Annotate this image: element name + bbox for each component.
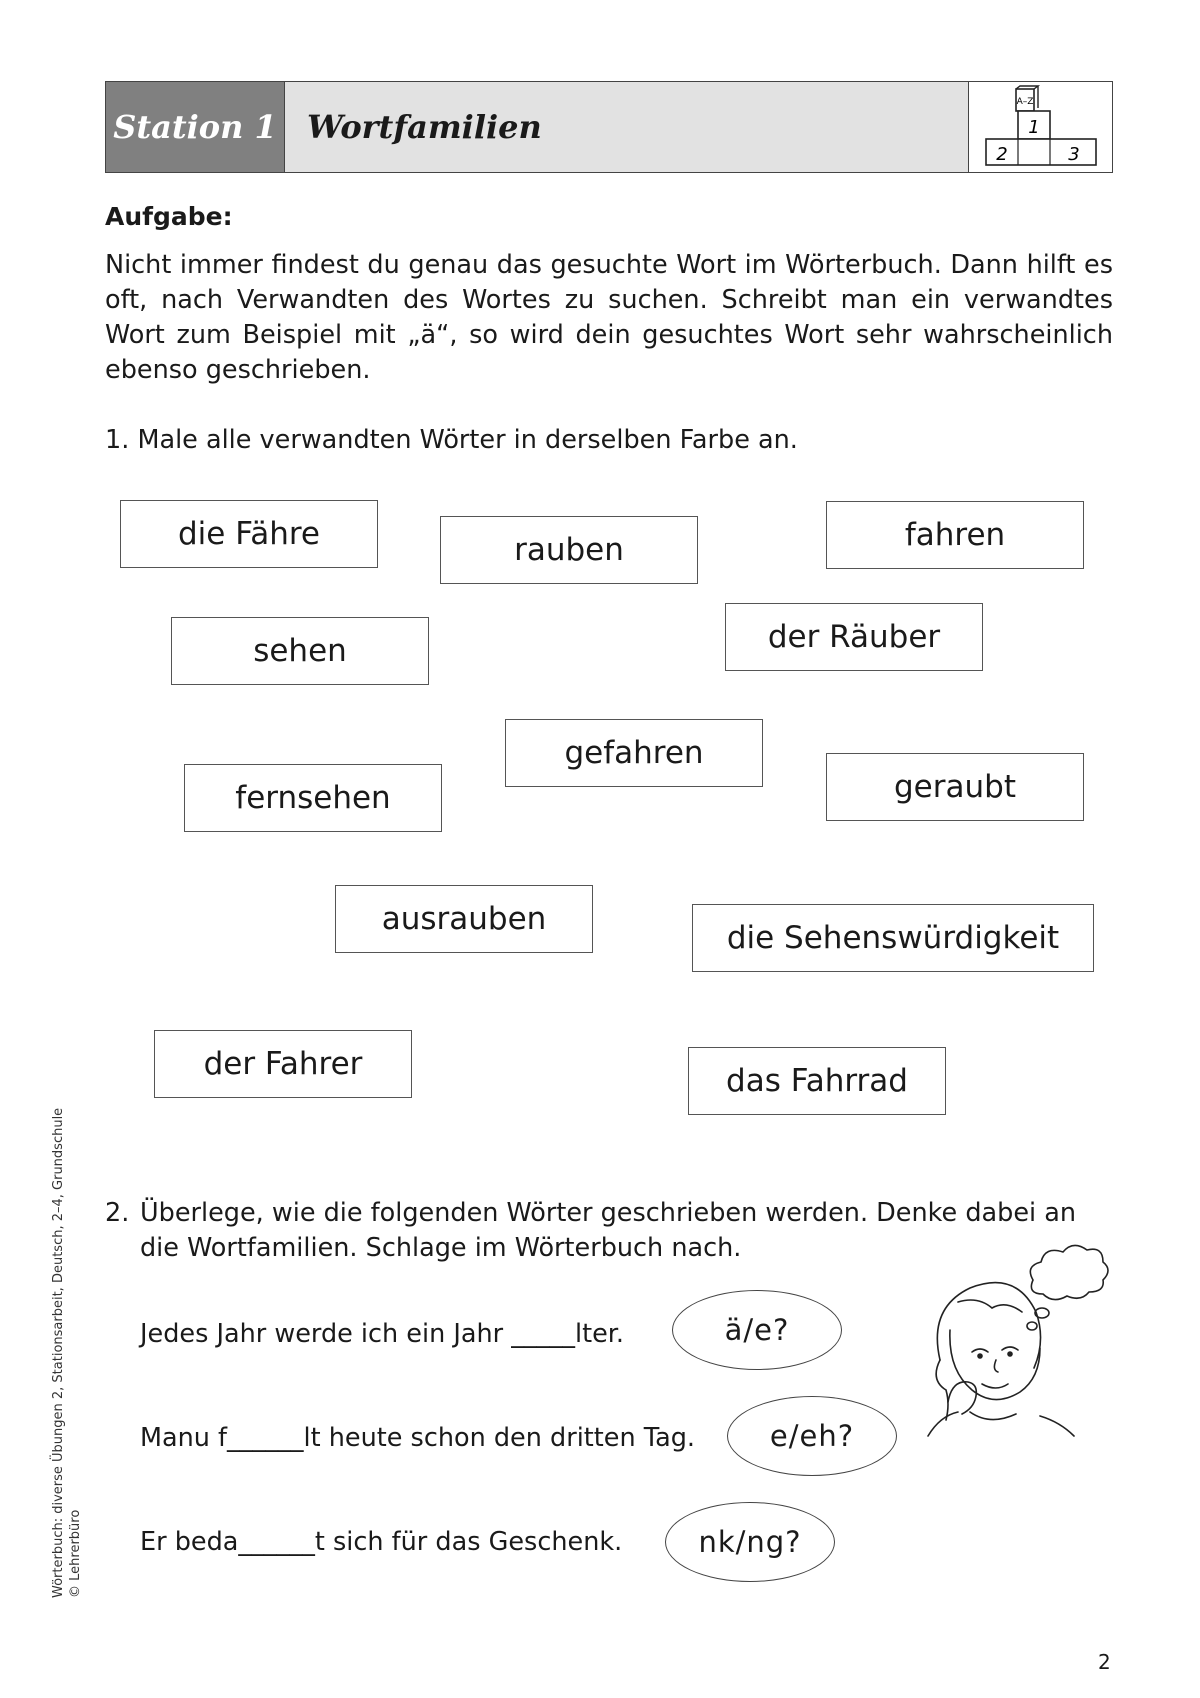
station-header xyxy=(105,81,1113,173)
side-text-line: Wörterbuch: diverse Übungen 2, Stationsarbeit, Deutsch, 2–4, Grundschule xyxy=(51,1107,66,1598)
sentence-1 xyxy=(140,1319,624,1349)
task1-text: Male alle verwandten Wörter in derselben Farbe an. xyxy=(137,425,798,455)
word-card[interactable]: der Fahrer xyxy=(154,1030,412,1098)
podium-icon-graphic xyxy=(982,85,1100,169)
task1-instruction xyxy=(105,425,798,455)
task-intro-text: Nicht immer findest du genau das gesuchte Wort im Wörterbuch. Dann hilft es oft, nach Verwandten des Wortes zu suchen. Schreibt man ein verwandtes Wort zum Beispiel mit „ä“, so wird dein gesuchtes Wort sehr wahrscheinlich ebenso geschrieben. xyxy=(105,250,1113,385)
word-card[interactable]: das Fahrrad xyxy=(688,1047,946,1115)
word-card[interactable]: ausrauben xyxy=(335,885,593,953)
sentence-3 xyxy=(140,1527,622,1557)
blank-field[interactable]: ______ xyxy=(238,1527,315,1557)
task2-number: 2. xyxy=(105,1198,130,1228)
word-card[interactable]: fernsehen xyxy=(184,764,442,832)
sentence-text: Jedes Jahr werde ich ein Jahr xyxy=(140,1319,512,1349)
word-card[interactable]: die Fähre xyxy=(120,500,378,568)
task-label: Aufgabe: xyxy=(105,202,233,231)
sentence-text: Er beda xyxy=(140,1527,239,1557)
word-card[interactable]: der Räuber xyxy=(725,603,983,671)
sentence-text: lter. xyxy=(575,1319,625,1349)
thought-cloud xyxy=(1030,1245,1108,1299)
sentence-text: lt heute schon den dritten Tag. xyxy=(303,1423,695,1453)
hint-oval: nk/ng? xyxy=(665,1502,835,1582)
hint-oval: ä/e? xyxy=(672,1290,842,1370)
sentence-text: Manu f xyxy=(140,1423,228,1453)
copyright-side-text xyxy=(50,1108,84,1598)
hint-oval: e/eh? xyxy=(727,1396,897,1476)
word-card[interactable]: fahren xyxy=(826,501,1084,569)
podium-icon xyxy=(968,82,1112,172)
sentence-2 xyxy=(140,1423,695,1453)
thinking-girl-illustration xyxy=(910,1240,1130,1440)
word-card[interactable]: gefahren xyxy=(505,719,763,787)
page-number: 2 xyxy=(1098,1650,1111,1674)
blank-field[interactable]: _____ xyxy=(511,1319,575,1349)
word-card[interactable]: geraubt xyxy=(826,753,1084,821)
book-label: A–Z xyxy=(1016,97,1033,107)
podium-label-2: 2 xyxy=(995,144,1008,165)
blank-field[interactable]: ______ xyxy=(227,1423,304,1453)
station-label: Station 1 xyxy=(106,82,285,172)
word-card[interactable]: rauben xyxy=(440,516,698,584)
task1-number: 1. xyxy=(105,425,130,455)
side-text-line: © Lehrerbüro xyxy=(68,1509,83,1598)
word-card[interactable]: die Sehenswürdigkeit xyxy=(692,904,1094,972)
podium-label-3: 3 xyxy=(1067,144,1080,165)
page-title: Wortfamilien xyxy=(285,82,968,172)
task2-text: Überlege, wie die folgenden Wörter geschrieben werden. Denke dabei an die Wortfamilien. Schlage im Wörterbuch nach. xyxy=(140,1198,1076,1263)
word-card[interactable]: sehen xyxy=(171,617,429,685)
sentence-text: t sich für das Geschenk. xyxy=(314,1527,623,1557)
podium-label-1: 1 xyxy=(1027,117,1040,138)
